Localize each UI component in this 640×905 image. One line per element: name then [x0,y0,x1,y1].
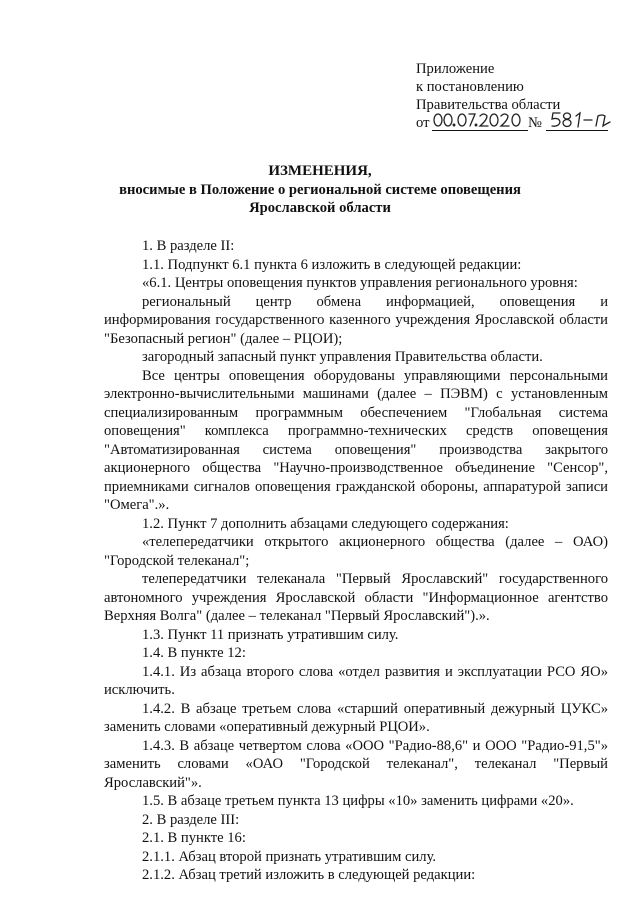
doc-subtitle-line-1: вносимые в Положение о региональной системе оповещения [119,182,521,198]
paragraph: 2.1. В пункте 16: [142,830,246,846]
appendix-line-3: Правительства области [416,97,561,113]
paragraph: региональный центр обмена информацией, оповещения и информирования государственного казенного учреждения Ярославской области "Безопасный регион" (далее – РЦОИ); [104,293,608,347]
paragraph: 1.1. Подпункт 6.1 пункта 6 изложить в следующей редакции: [142,256,522,273]
handwritten-number-signature [550,110,616,130]
paragraph: 1.5. В абзаце третьем пункта 13 цифры «10» заменить цифрами «20». [142,793,574,809]
paragraph: 1.2. Пункт 7 дополнить абзацами следующего содержания: [142,515,509,532]
number-underline [546,130,608,131]
paragraph: 2. В разделе III: [142,811,240,828]
document-body [104,237,608,885]
paragraph: «телепередатчики открытого акционерного общества (далее – ОАО) "Городской телеканал"; [104,534,608,569]
paragraph: телепередатчики телеканала "Первый Ярославский" государственного автономного учреждения Ярославской области "Информационное агентство Верхняя Волга" (далее – телеканал "Первый Ярославский").». [104,571,608,624]
appendix-line-2: к постановлению [416,79,524,95]
doc-title: ИЗМЕНЕНИЯ, [268,163,372,179]
paragraph: 1.3. Пункт 11 признать утратившим силу. [142,626,399,643]
appendix-line-1: Приложение [416,61,495,77]
paragraph: загородный запасный пункт управления Правительства области. [142,349,543,365]
signature-line [416,114,616,132]
appendix-block [416,60,616,132]
number-prefix: № [528,115,542,131]
handwritten-date-signature [432,110,532,130]
paragraph: Все центры оповещения оборудованы управляющими персональными электронно-вычислительными машинами (далее – ПЭВМ) с установленным специализированным программным обеспечением "Глобальная система оповещения" комплекса программно-технических средств оповещения "Автоматизированная система оповещения" производства закрытого акционерного общества "Научно-производственное объединение "Сенсор", приемниками сигналов оповещения гражданской обороны, аппаратурой записи "Омега".». [104,367,608,513]
date-prefix: от [416,115,430,131]
paragraph: 1.4.1. Из абзаца второго слова «отдел развития и эксплуатации РСО ЯО» исключить. [104,663,608,698]
paragraph: 2.1.2. Абзац третий изложить в следующей редакции: [142,867,476,883]
date-underline [432,130,528,131]
paragraph: 1.4.3. В абзаце четвертом слова «ООО "Радио-88,6" и ООО "Радио-91,5"» заменить словами «ОАО "Городской телеканал", телеканал "Первый Ярославский"». [104,737,608,791]
paragraph: 1.4. В пункте 12: [142,645,246,661]
paragraph: 1.4.2. В абзаце третьем слова «старший оперативный дежурный ЦУКС» заменить словами «оперативный дежурный РЦОИ». [104,700,608,735]
doc-subtitle-line-2: Ярославской области [249,200,391,216]
paragraph: 1. В разделе II: [142,238,235,254]
paragraph: «6.1. Центры оповещения пунктов управления регионального уровня: [142,275,578,291]
paragraph: 2.1.1. Абзац второй признать утратившим силу. [142,848,437,865]
